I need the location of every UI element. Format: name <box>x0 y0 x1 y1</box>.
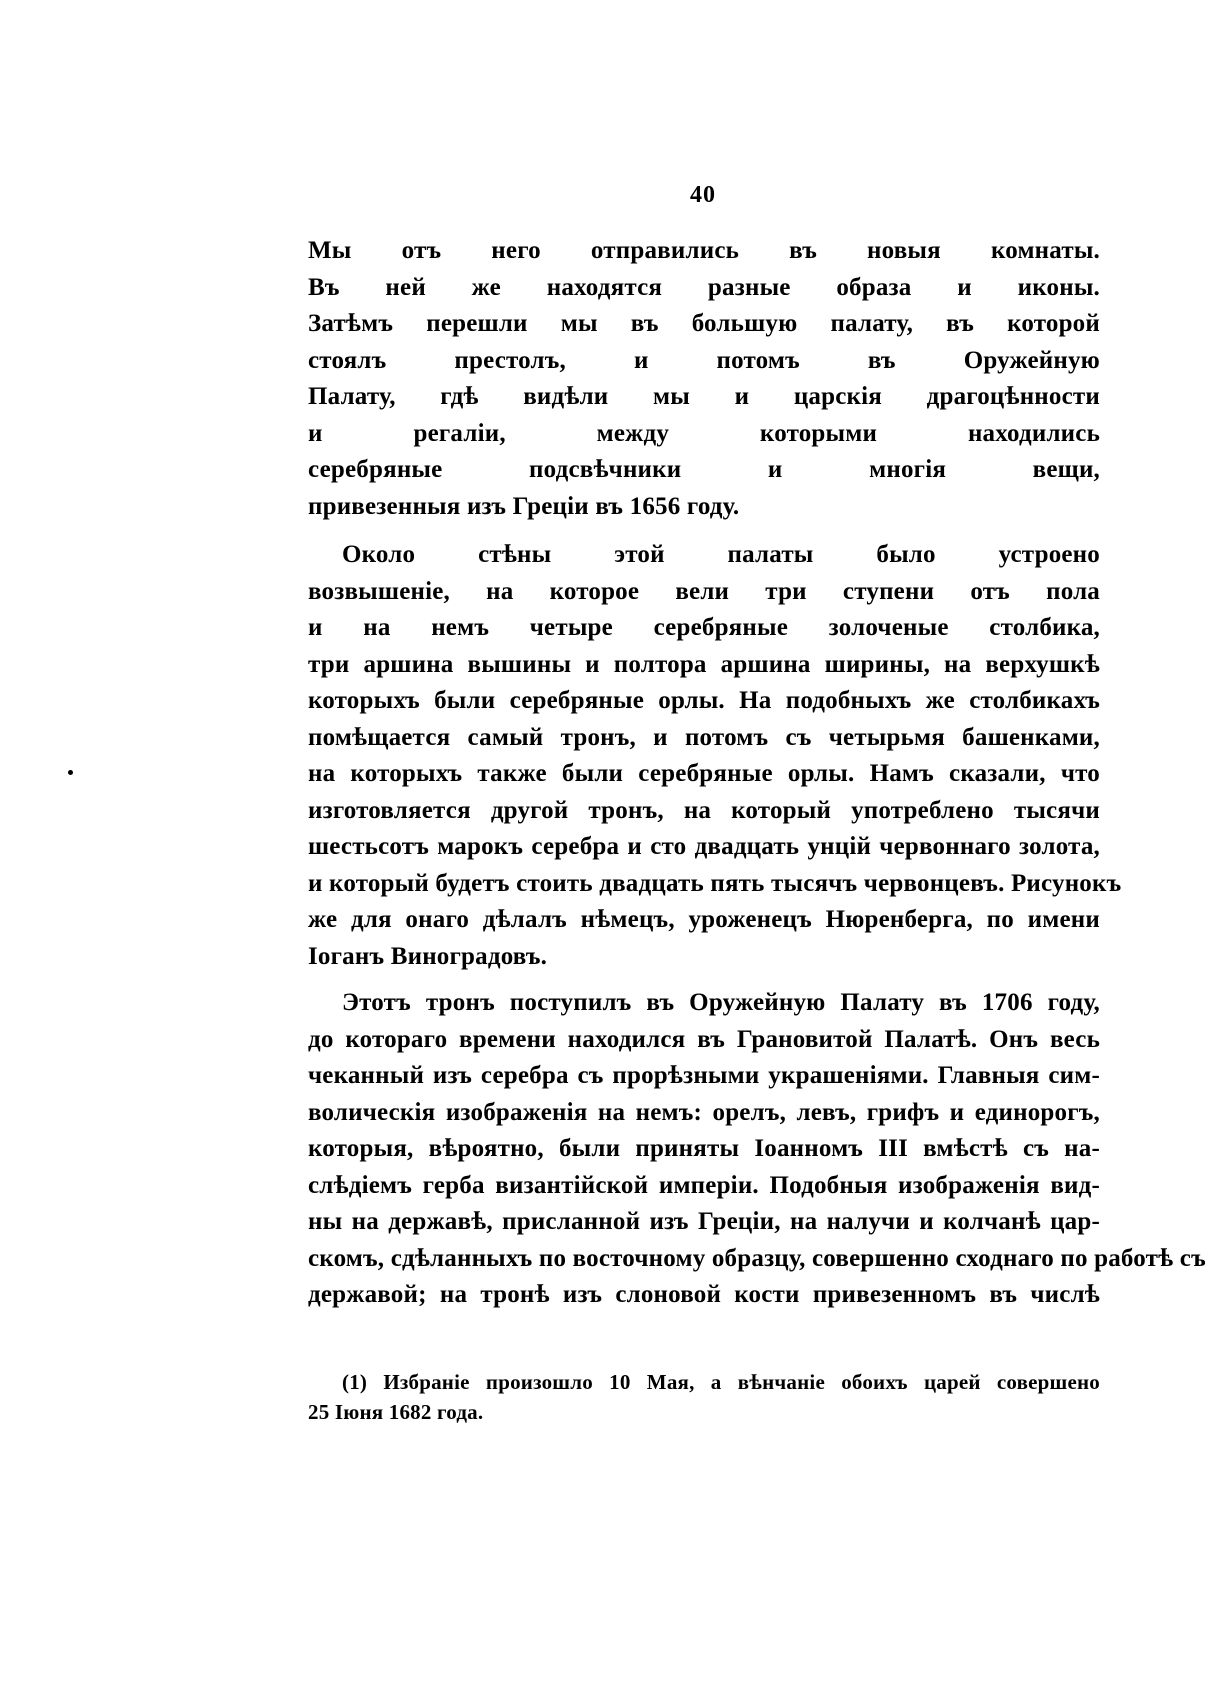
text-line: ны на державѣ, присланной изъ Греціи, на налучи и колчанѣ цар- <box>308 1208 1100 1235</box>
text-line: серебряные подсвѣчники и многія вещи, <box>308 456 1100 483</box>
footnote-line: 25 Іюня 1682 года. <box>308 1400 484 1424</box>
text-line: чеканный изъ серебра съ прорѣзными украшеніями. Главныя сим- <box>308 1062 1100 1089</box>
text-line: возвышеніе, на которое вели три ступени отъ пола <box>308 577 1100 605</box>
text-line: Въ ней же находятся разные образа и иконы. <box>308 273 1100 301</box>
text-line: помѣщается самый тронъ, и потомъ съ четырьмя башенками, <box>308 723 1100 751</box>
text-line: скомъ, сдѣланныхъ по восточному образцу, совершенно сходнаго по работѣ съ <box>308 1244 1206 1272</box>
text-line: шестьсотъ марокъ серебра и сто двадцать унцій червоннаго золота, <box>308 833 1100 860</box>
page-number: 40 <box>690 182 716 208</box>
text-line: стоялъ престолъ, и потомъ въ Оружейную <box>308 346 1100 374</box>
text-line: и регаліи, между которыми находились <box>308 419 1100 447</box>
text-line: Іоганъ Виноградовъ. <box>308 942 548 970</box>
paragraph-3 <box>308 985 1206 1314</box>
text-line: на которыхъ также были серебряные орлы. Намъ сказали, что <box>308 760 1100 787</box>
text-line: же для онаго дѣлалъ нѣмецъ, уроженецъ Нюренберга, по имени <box>308 906 1100 933</box>
text-line: до котораго времени находился въ Грановитой Палатѣ. Онъ весь <box>308 1025 1100 1053</box>
text-line: которыхъ были серебряные орлы. На подобныхъ же столбикахъ <box>308 687 1100 714</box>
paragraph-2 <box>308 537 1122 975</box>
text-line: волическія изображенія на немъ: орелъ, левъ, грифъ и единорогъ, <box>308 1098 1100 1126</box>
footnote-line: (1) Избраніе произошло 10 Мая, а вѣнчаніе обоихъ царей совершено <box>342 1370 1100 1394</box>
text-line: Этотъ тронъ поступилъ въ Оружейную Палату въ 1706 году, <box>342 989 1100 1016</box>
margin-mark <box>68 770 73 775</box>
text-line: изготовляется другой тронъ, на который употреблено тысячи <box>308 796 1100 824</box>
text-line: и который будетъ стоить двадцать пять тысячъ червонцевъ. Рисунокъ <box>308 869 1122 897</box>
text-line: Палату, гдѣ видѣли мы и царскія драгоцѣнности <box>308 383 1100 410</box>
text-line: Мы отъ него отправились въ новыя комнаты. <box>308 237 1100 264</box>
text-line: и на немъ четыре серебряные золоченые столбика, <box>308 614 1100 641</box>
text-line: Затѣмъ перешли мы въ большую палату, въ которой <box>308 310 1100 337</box>
text-line: державой; на тронѣ изъ слоновой кости привезенномъ въ числѣ <box>308 1281 1100 1308</box>
text-line: Около стѣны этой палаты было устроено <box>342 541 1100 568</box>
text-line: которыя, вѣроятно, были приняты Іоанномъ III вмѣстѣ съ на- <box>308 1135 1100 1162</box>
text-line: три аршина вышины и полтора аршина ширины, на верхушкѣ <box>308 650 1100 678</box>
footnote <box>308 1367 1100 1427</box>
paragraph-1 <box>308 233 1100 525</box>
text-line: слѣдіемъ герба византійской имперіи. Подобныя изображенія вид- <box>308 1171 1100 1199</box>
text-line: привезенныя изъ Греціи въ 1656 году. <box>308 492 740 520</box>
